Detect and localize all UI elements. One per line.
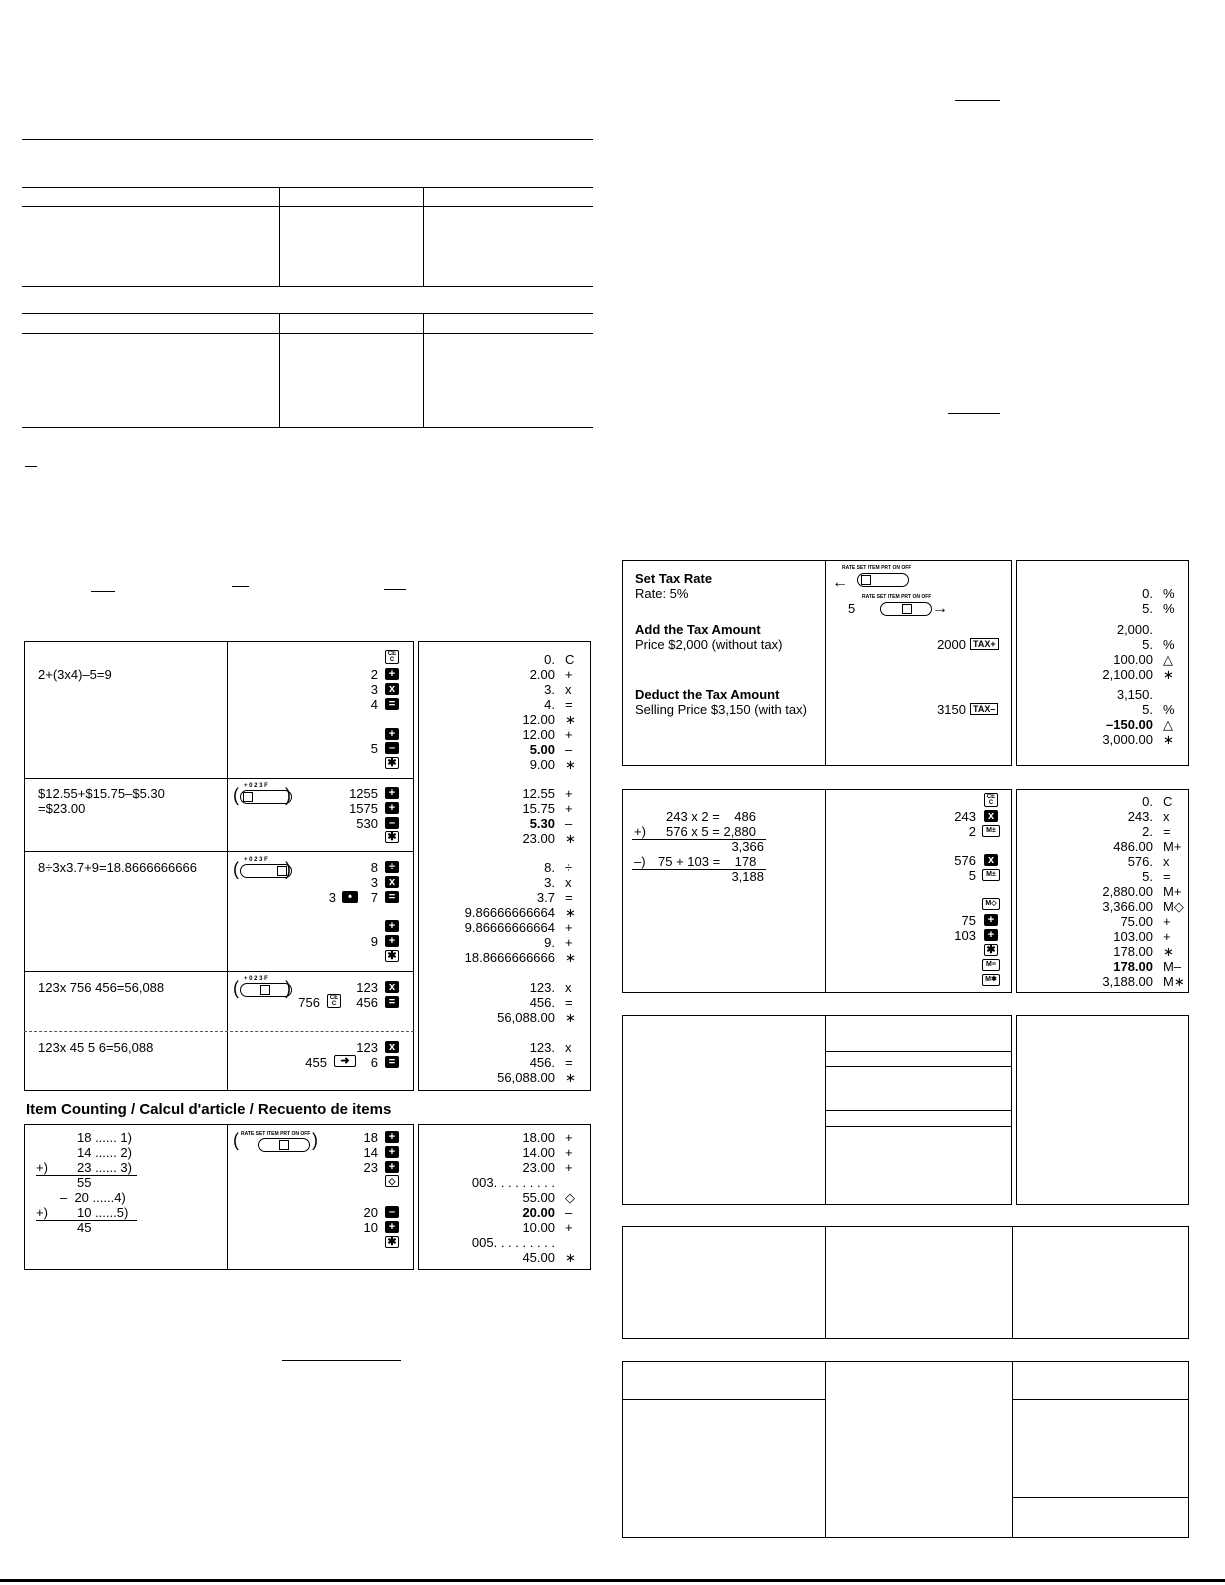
equals-key: = [385, 698, 399, 710]
tape-symbol: M◇ [1163, 899, 1184, 914]
table2-col [279, 313, 280, 427]
memory-minus-equals-key: M≡ [982, 959, 1000, 971]
tape-value: 56,088.00 [497, 1070, 555, 1085]
left-arrow: ← [832, 574, 848, 591]
tape-value: 18.00 [522, 1130, 555, 1145]
tape-symbol: % [1163, 601, 1175, 616]
tape-value: 3. [544, 682, 555, 697]
tape-symbol: + [565, 1220, 573, 1235]
tape-value: 3. [544, 875, 555, 890]
tape-symbol: M+ [1163, 884, 1182, 899]
tape-value: 45.00 [522, 1250, 555, 1265]
memory-minus: –) [634, 854, 646, 869]
plus-key: + [385, 728, 399, 740]
tape-symbol: – [565, 1205, 573, 1220]
empty-col [825, 1226, 826, 1339]
short-rule [25, 466, 37, 467]
minus-key: – [385, 817, 399, 829]
tape-symbol: x [565, 1040, 572, 1055]
tape-value: 178.00 [1113, 959, 1153, 974]
empty-row [825, 1051, 1012, 1052]
key-number: 6 [370, 1055, 378, 1070]
tape-value: 14.00 [522, 1145, 555, 1160]
set-tax-rate: Rate: 5% [635, 586, 689, 601]
total-key: ✱ [984, 944, 998, 956]
add-tax-title: Add the Tax Amount [635, 622, 761, 637]
tape-value: 3,188.00 [1102, 974, 1153, 989]
tape-symbol: C [1163, 794, 1173, 809]
plus-key: + [385, 920, 399, 932]
key-number: 9 [370, 934, 378, 949]
table2-top [22, 313, 593, 314]
tape-symbol: = [1163, 869, 1171, 884]
key-number: 1255 [349, 786, 378, 801]
tape-symbol: C [565, 652, 575, 667]
mode-switch-labels: RATE SET ITEM PRT ON OFF [862, 594, 932, 600]
tape-value: 20.00 [522, 1205, 555, 1220]
tape-value: 5. [1142, 702, 1153, 717]
count-line: 14 ...... 2) [77, 1145, 132, 1160]
example-problem: $12.55+$15.75–$5.30 =$23.00 [38, 786, 165, 816]
switch-paren: ( [233, 785, 239, 805]
tape-symbol: ∗ [565, 950, 576, 965]
tape-symbol: x [565, 980, 572, 995]
tape-symbol: + [565, 786, 573, 801]
mode-switch [857, 573, 909, 587]
tape-value: 8. [544, 860, 555, 875]
example-problem: 123x 756 456=56,088 [38, 980, 165, 995]
multiply-key: x [984, 810, 998, 822]
tape-value: 4. [544, 697, 555, 712]
tape-symbol: % [1163, 586, 1175, 601]
tape-value: 0. [1142, 794, 1153, 809]
multiply-key: x [984, 854, 998, 866]
tape-symbol: ◇ [565, 1190, 575, 1205]
tape-value: 75.00 [1120, 914, 1153, 929]
switch-paren: ) [285, 978, 291, 998]
tape-value: 5.30 [529, 816, 555, 831]
tax-minus-key: TAX– [970, 703, 998, 715]
key-number: 3 [370, 875, 378, 890]
tape-symbol: △ [1163, 652, 1173, 667]
total-key: ✱ [385, 950, 399, 962]
count-plus: +) [36, 1160, 48, 1175]
empty-tape-a [1016, 1015, 1189, 1205]
tape-value: 2,100.00 [1102, 667, 1153, 682]
tape-value: 2,880.00 [1102, 884, 1153, 899]
tape-value: 55.00 [522, 1190, 555, 1205]
tape-symbol: x [565, 875, 572, 890]
tape-value: 123. [529, 980, 555, 995]
tape-value: 486.00 [1113, 839, 1153, 854]
tape-symbol: ∗ [565, 1070, 576, 1085]
tape-symbol: + [1163, 914, 1171, 929]
tape-value: 2,000. [1116, 622, 1153, 637]
tape-symbol: + [1163, 929, 1171, 944]
tape-symbol: x [1163, 854, 1170, 869]
switch-paren: ) [285, 785, 291, 805]
tape-symbol: ∗ [565, 712, 576, 727]
key-number: 455 [305, 1055, 327, 1070]
tape-value: –150.00 [1106, 717, 1153, 732]
item-counting-col [227, 1124, 228, 1270]
empty-row [825, 1066, 1012, 1067]
plus-key: + [385, 935, 399, 947]
switch-paren: ) [312, 1130, 318, 1150]
tape-value: 5. [1142, 601, 1153, 616]
tape-symbol: ∗ [1163, 667, 1174, 682]
tape-symbol: – [565, 742, 573, 757]
memory-line: 75 + 103 = 178 [658, 854, 757, 869]
example-problem: 123x 45 5 6=56,088 [38, 1040, 154, 1055]
ce-c-key: CE C [385, 650, 399, 664]
key-number: 123 [356, 980, 378, 995]
tape-value: 12.00 [522, 712, 555, 727]
tape-symbol: = [565, 890, 573, 905]
tape-value: 0. [1142, 586, 1153, 601]
tape-value: 56,088.00 [497, 1010, 555, 1025]
switch-scale: + 0 2 3 F [244, 976, 268, 982]
key-number: 8 [370, 860, 378, 875]
key-number: 103 [954, 928, 976, 943]
memory-plus: +) [634, 824, 646, 839]
empty-col [825, 1361, 826, 1538]
tape-symbol: + [565, 727, 573, 742]
key-number: 18 [363, 1130, 378, 1145]
item-counting-heading: Item Counting / Calcul d'article / Recuento de items [26, 1101, 392, 1118]
minus-key: – [385, 742, 399, 754]
tape-symbol: x [565, 682, 572, 697]
table1-head [22, 206, 593, 207]
memory-plus-equals-key: M± [982, 825, 1000, 837]
tape-value: 18.8666666666 [464, 950, 555, 965]
mode-switch [258, 1138, 310, 1152]
equals-key: = [385, 891, 399, 903]
tape-symbol: M∗ [1163, 974, 1185, 989]
rate-key-number: 5 [848, 601, 856, 616]
tape-value: 123. [529, 1040, 555, 1055]
key-number: 3 [370, 682, 378, 697]
empty-row [622, 1399, 825, 1400]
tape-symbol: ∗ [565, 1250, 576, 1265]
tape-symbol: ∗ [1163, 944, 1174, 959]
tape-symbol: – [565, 816, 573, 831]
row-divider [24, 971, 414, 972]
tape-symbol: ∗ [565, 757, 576, 772]
tape-value: 3,000.00 [1102, 732, 1153, 747]
switch-paren: ( [233, 859, 239, 879]
tape-value: 103.00 [1113, 929, 1153, 944]
tape-symbol: ∗ [565, 1010, 576, 1025]
row-divider [24, 851, 414, 852]
tape-value: 0. [544, 652, 555, 667]
equals-key: = [385, 996, 399, 1008]
count-line: 55 [77, 1175, 92, 1190]
key-number: 576 [954, 853, 976, 868]
tape-value: 178.00 [1113, 944, 1153, 959]
switch-paren: ( [233, 978, 239, 998]
count-line: 45 [77, 1220, 92, 1235]
total-key: ✱ [385, 757, 399, 769]
tape-value: 3,150. [1116, 687, 1153, 702]
key-number: 3150 [937, 702, 966, 717]
tape-value: 9. [544, 935, 555, 950]
tape-value: 23.00 [522, 1160, 555, 1175]
backspace-key: ➜ [334, 1055, 356, 1067]
empty-table-b [622, 1226, 1189, 1339]
plus-key: + [385, 1161, 399, 1173]
empty-row [825, 1110, 1012, 1111]
add-tax-price: Price $2,000 (without tax) [635, 637, 783, 652]
mode-switch [880, 602, 932, 616]
tape-value: 2. [1142, 824, 1153, 839]
tape-symbol: ∗ [565, 905, 576, 920]
count-line: 23 ...... 3) [77, 1160, 132, 1175]
key-number: 23 [363, 1160, 378, 1175]
tape-value: 100.00 [1113, 652, 1153, 667]
table2-head [22, 333, 593, 334]
tape-symbol: + [565, 667, 573, 682]
multiply-key: x [385, 981, 399, 993]
examples-col [227, 641, 228, 1091]
short-rule [91, 591, 115, 592]
tape-symbol: x [1163, 809, 1170, 824]
multiply-key: x [385, 683, 399, 695]
tape-symbol: △ [1163, 717, 1173, 732]
tape-value: 5. [1142, 637, 1153, 652]
key-number: 14 [363, 1145, 378, 1160]
plus-key: + [385, 1146, 399, 1158]
key-number: 10 [363, 1220, 378, 1235]
key-number: 2000 [937, 637, 966, 652]
key-number: 20 [363, 1205, 378, 1220]
table1-bottom [22, 286, 593, 287]
count-line: 10 ......5) [77, 1205, 129, 1220]
tape-symbol: M+ [1163, 839, 1182, 854]
plus-key: + [984, 929, 998, 941]
tape-value: 15.75 [522, 801, 555, 816]
tax-plus-key: TAX+ [970, 638, 999, 650]
mode-switch-labels: RATE SET ITEM PRT ON OFF [842, 565, 912, 571]
key-number: 5 [968, 868, 976, 883]
memory-line: 243 x 2 = 486 [666, 809, 756, 824]
tape-value: 003. . . . . . . . . [471, 1175, 555, 1190]
tape-value: 12.00 [522, 727, 555, 742]
tape-symbol: = [1163, 824, 1171, 839]
tape-symbol: + [565, 935, 573, 950]
example-problem: 8÷3x3.7+9=18.8666666666 [38, 860, 197, 875]
plus-key: + [984, 914, 998, 926]
tape-value: 3,366.00 [1102, 899, 1153, 914]
tape-symbol: = [565, 995, 573, 1010]
ce-c-key: CE C [984, 793, 998, 807]
divide-key: ÷ [385, 861, 399, 873]
tape-symbol: % [1163, 637, 1175, 652]
deduct-tax-title: Deduct the Tax Amount [635, 687, 780, 702]
ce-c-key: CE C [327, 994, 341, 1008]
key-number: 7 [370, 890, 378, 905]
key-number: 2 [370, 667, 378, 682]
tape-value: 456. [529, 995, 555, 1010]
table2-bottom [22, 427, 593, 428]
memory-subtotal-key: M◇ [982, 898, 1000, 910]
key-number: 75 [961, 913, 976, 928]
short-rule [282, 1360, 401, 1361]
rule-top [22, 139, 593, 140]
equals-key: = [385, 1056, 399, 1068]
tape-value: 243. [1127, 809, 1153, 824]
table1-col [423, 187, 424, 286]
tape-symbol: + [565, 920, 573, 935]
empty-table-c [622, 1361, 1189, 1538]
memory-line: 3,188 [731, 869, 764, 884]
short-rule [232, 586, 249, 587]
multiply-key: x [385, 1041, 399, 1053]
plus-key: + [385, 1221, 399, 1233]
switch-scale: + 0 2 3 F [244, 783, 268, 789]
key-number: 456 [356, 995, 378, 1010]
tape-symbol: M– [1163, 959, 1182, 974]
plus-key: + [385, 787, 399, 799]
key-number: 2 [968, 824, 976, 839]
switch-paren: ( [233, 1130, 239, 1150]
table2-col [423, 313, 424, 427]
page-bottom-rule [0, 1579, 1225, 1582]
plus-key: + [385, 1131, 399, 1143]
tape-value: 12.55 [522, 786, 555, 801]
tape-symbol: = [565, 1055, 573, 1070]
memory-line: 576 x 5 = 2,880 [666, 824, 756, 839]
tape-value: 3.7 [536, 890, 555, 905]
tape-value: 23.00 [522, 831, 555, 846]
empty-row [1012, 1399, 1189, 1400]
tape-symbol: ∗ [1163, 732, 1174, 747]
multiply-key: x [385, 876, 399, 888]
key-number: 123 [356, 1040, 378, 1055]
empty-row [825, 1126, 1012, 1127]
memory-plus-equals-key: M± [982, 869, 1000, 881]
table1-top [22, 187, 593, 188]
example-problem: 2+(3x4)–5=9 [38, 667, 112, 682]
row-divider-dashed [24, 1031, 414, 1032]
key-number: 243 [954, 809, 976, 824]
count-line: – 20 ......4) [60, 1190, 126, 1205]
key-number: 3 [328, 890, 336, 905]
key-number: 5 [370, 741, 378, 756]
switch-paren: ) [285, 859, 291, 879]
short-rule [948, 413, 1000, 414]
tape-value: 456. [529, 1055, 555, 1070]
minus-key: – [385, 1206, 399, 1218]
key-number: 4 [370, 697, 378, 712]
memory-total-key: M✱ [982, 974, 1000, 986]
tape-symbol: + [565, 801, 573, 816]
tape-value: 005. . . . . . . . . [471, 1235, 555, 1250]
tape-value: 576. [1127, 854, 1153, 869]
set-tax-title: Set Tax Rate [635, 571, 713, 586]
table1-col [279, 187, 280, 286]
tape-symbol: % [1163, 702, 1175, 717]
tape-value: 10.00 [522, 1220, 555, 1235]
memory-line: 3,366 [731, 839, 764, 854]
count-line: 18 ...... 1) [77, 1130, 132, 1145]
row-divider [24, 778, 414, 779]
deduct-tax-price: Selling Price $3,150 (with tax) [635, 702, 807, 717]
tape-value: 2.00 [529, 667, 555, 682]
tape-symbol: = [565, 697, 573, 712]
tape-symbol: + [565, 1160, 573, 1175]
plus-key: + [385, 668, 399, 680]
short-rule [955, 100, 1000, 101]
total-key: ✱ [385, 831, 399, 843]
empty-col [1012, 1226, 1013, 1339]
mode-switch-labels: RATE SET ITEM PRT ON OFF [241, 1131, 311, 1137]
tape-symbol: + [565, 1145, 573, 1160]
memory-col [825, 789, 826, 993]
tape-value: 9.86666666664 [464, 920, 555, 935]
total-key: ✱ [385, 1236, 399, 1248]
key-number: 756 [298, 995, 320, 1010]
tape-symbol: + [565, 1130, 573, 1145]
key-number: 530 [356, 816, 378, 831]
switch-scale: + 0 2 3 F [244, 857, 268, 863]
tax-col [825, 560, 826, 766]
tape-symbol: ∗ [565, 831, 576, 846]
plus-key: + [385, 802, 399, 814]
empty-row [1012, 1497, 1189, 1498]
subtotal-key: ◇ [385, 1175, 399, 1187]
tape-value: 9.00 [529, 757, 555, 772]
decimal-point-key: • [342, 891, 358, 903]
tape-symbol: ÷ [565, 860, 573, 875]
tape-value: 9.86666666664 [464, 905, 555, 920]
tape-value: 5. [1142, 869, 1153, 884]
key-number: 1575 [349, 801, 378, 816]
right-arrow: → [932, 600, 948, 617]
count-plus: +) [36, 1205, 48, 1220]
short-rule [384, 589, 406, 590]
tape-value: 5.00 [529, 742, 555, 757]
empty-col [1012, 1361, 1013, 1538]
